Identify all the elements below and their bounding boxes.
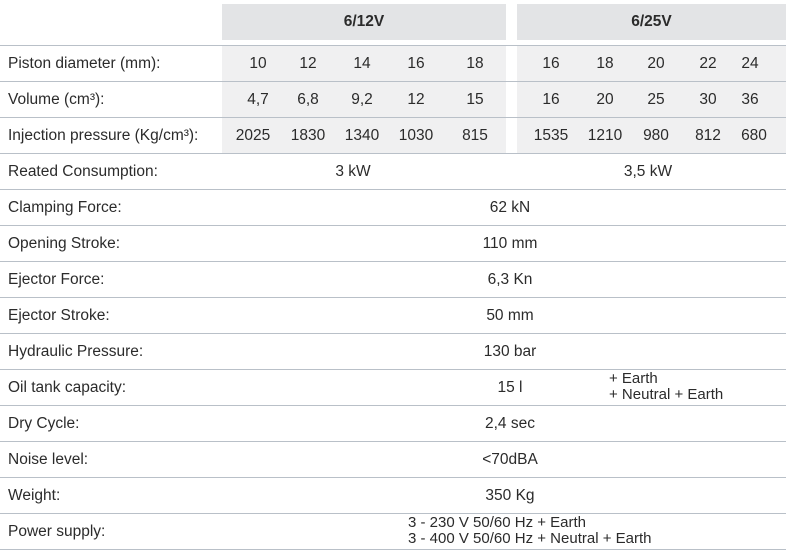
consumption-row	[0, 154, 794, 190]
oil-note-line-1: + Earth	[609, 370, 658, 387]
cell: 20	[647, 55, 665, 72]
header-6-12v-label: 6/12V	[343, 13, 385, 30]
hydraulic-pressure-row	[0, 334, 794, 370]
cell: 16	[542, 91, 560, 108]
cell: 812	[695, 127, 721, 144]
cell: 18	[466, 55, 484, 72]
row-label: Reated Consumption:	[8, 163, 158, 180]
cell: 24	[741, 55, 759, 72]
noise-level-row	[0, 442, 794, 478]
cell: 22	[699, 55, 717, 72]
spec-value: 110 mm	[482, 235, 538, 252]
cell: 2025	[235, 127, 271, 144]
cell: 10	[249, 55, 267, 72]
row-label: Oil tank capacity:	[8, 379, 127, 396]
clamping-force-row	[0, 190, 794, 226]
dry-cycle-row	[0, 406, 794, 442]
cell: 20	[596, 91, 614, 108]
spec-value: 2,4 sec	[485, 415, 535, 432]
power-supply-row	[0, 514, 794, 550]
cell-6-12v: 3 kW	[335, 163, 371, 180]
power-supply-line-1: 3 - 230 V 50/60 Hz + Earth	[408, 514, 587, 531]
spec-value: 62 kN	[489, 199, 531, 216]
cell: 30	[699, 91, 717, 108]
row-label: Power supply:	[8, 523, 106, 540]
cell: 16	[542, 55, 560, 72]
cell: 36	[741, 91, 759, 108]
row-label: Piston diameter (mm):	[8, 55, 161, 72]
cell: 25	[647, 91, 665, 108]
spec-value: 15 l	[497, 379, 523, 396]
cell: 1830	[290, 127, 326, 144]
cell: 1210	[587, 127, 623, 144]
row-label: Injection pressure (Kg/cm³):	[8, 127, 199, 144]
cell: 18	[596, 55, 614, 72]
cell: 12	[407, 91, 425, 108]
cell: 680	[741, 127, 767, 144]
row-label: Ejector Stroke:	[8, 307, 110, 324]
oil-tank-note	[609, 371, 723, 403]
row-label: Hydraulic Pressure:	[8, 343, 144, 360]
row-label: Ejector Force:	[8, 271, 105, 288]
oil-note-line-2: + Neutral + Earth	[609, 386, 724, 403]
piston-diameter-row	[0, 46, 794, 82]
row-label: Weight:	[8, 487, 61, 504]
power-supply-line-2: 3 - 400 V 50/60 Hz + Neutral + Earth	[408, 530, 652, 547]
spec-value: 350 Kg	[485, 487, 535, 504]
ejector-stroke-row	[0, 298, 794, 334]
row-label: Dry Cycle:	[8, 415, 80, 432]
power-supply-values	[408, 515, 651, 547]
row-label: Opening Stroke:	[8, 235, 121, 252]
opening-stroke-row	[0, 226, 794, 262]
volume-row	[0, 82, 794, 118]
cell: 15	[466, 91, 484, 108]
spec-value: <70dBA	[482, 451, 538, 468]
cell: 14	[353, 55, 371, 72]
cell: 1340	[344, 127, 380, 144]
cell: 12	[299, 55, 317, 72]
cell: 815	[462, 127, 488, 144]
spec-value: 6,3 Kn	[487, 271, 533, 288]
spec-value: 50 mm	[486, 307, 534, 324]
cell: 1030	[398, 127, 434, 144]
cell: 6,8	[297, 91, 319, 108]
spec-value: 130 bar	[483, 343, 537, 360]
header-6-25v	[517, 4, 786, 40]
row-label: Volume (cm³):	[8, 91, 105, 108]
injection-pressure-row	[0, 118, 794, 154]
header-6-12v	[222, 4, 506, 40]
cell: 16	[407, 55, 425, 72]
weight-row	[0, 478, 794, 514]
row-label: Clamping Force:	[8, 199, 122, 216]
cell-6-25v: 3,5 kW	[623, 163, 673, 180]
cell: 9,2	[351, 91, 373, 108]
cell: 1535	[533, 127, 569, 144]
header-6-25v-label: 6/25V	[631, 13, 672, 30]
cell: 980	[643, 127, 669, 144]
ejector-force-row	[0, 262, 794, 298]
cell: 4,7	[247, 91, 269, 108]
row-label: Noise level:	[8, 451, 89, 468]
